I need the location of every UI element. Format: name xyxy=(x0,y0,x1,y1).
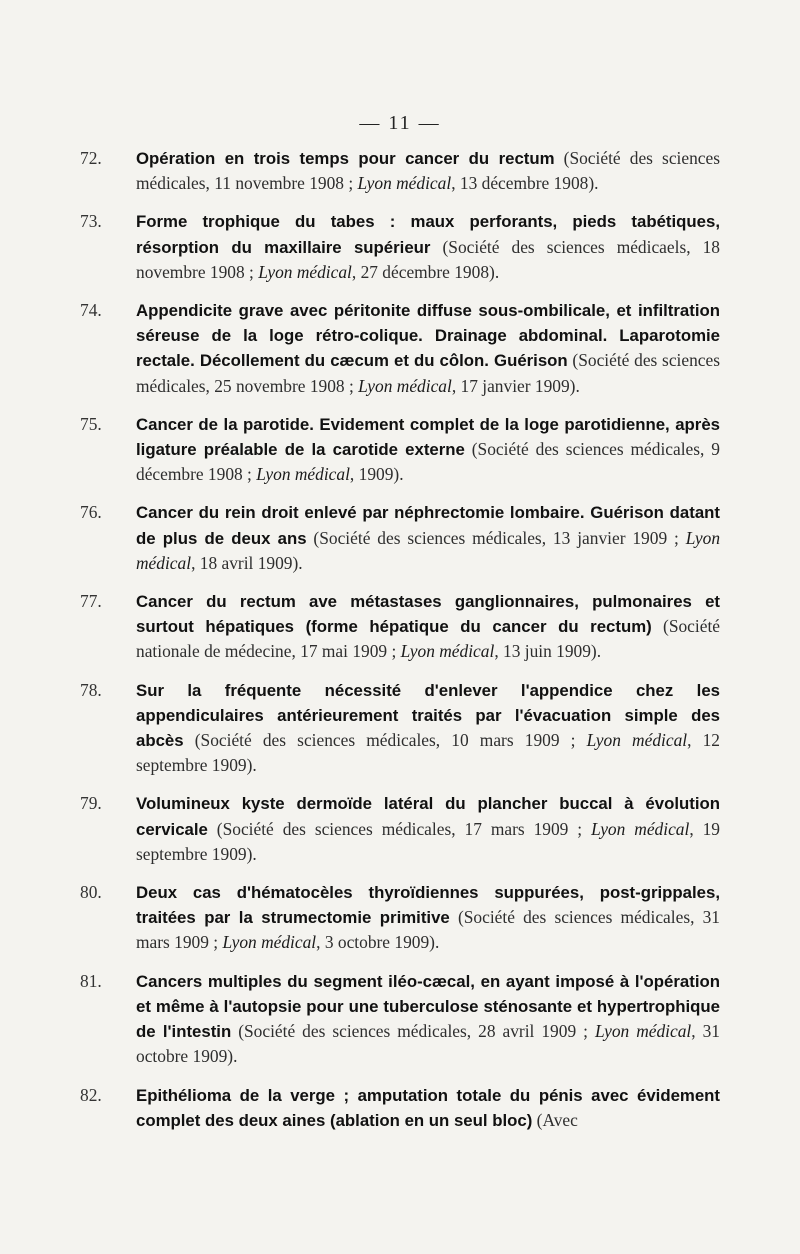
entry-76 xyxy=(80,500,720,576)
entry-number: 78. xyxy=(80,679,102,700)
journal-name: Lyon médical xyxy=(222,932,317,953)
page-number: — 11 — xyxy=(359,112,441,134)
entry-number: 82. xyxy=(80,1084,102,1105)
entry-source: (Société des sciences médicales, 9 décembre 1908 ; xyxy=(136,439,720,485)
journal-name: Lyon médical xyxy=(357,173,452,194)
entry-number: 81. xyxy=(80,970,102,991)
entry-number: 73. xyxy=(80,211,102,232)
entry-81 xyxy=(80,969,720,1070)
journal-name: Lyon médical xyxy=(591,818,690,839)
journal-name: Lyon médical xyxy=(586,730,688,751)
journal-name: Lyon médical xyxy=(400,641,495,662)
journal-name: Lyon médical xyxy=(594,1021,692,1042)
entry-72 xyxy=(80,146,720,196)
entry-date: , 19 septembre 1909). xyxy=(136,818,720,864)
entry-date: , 1909). xyxy=(349,464,404,485)
entry-80 xyxy=(80,880,720,956)
entry-source: (Société des sciences médicales, 17 mars 1909 ; xyxy=(207,818,592,839)
entry-source: (Société des sciences médicales, 11 novembre 1908 ; xyxy=(136,148,720,194)
entry-title: Opération en trois temps pour cancer du rectum xyxy=(136,149,555,168)
entry-73 xyxy=(80,209,720,285)
entry-number: 77. xyxy=(80,591,102,612)
entry-title: Cancers multiples du segment iléo-cæcal, en ayant imposé à l'opération et même à l'autopsie pour une tuberculose sténosante et hypertrophique de l'intestin xyxy=(136,971,720,1042)
entry-date: , 18 avril 1909). xyxy=(191,552,303,573)
entry-title: Forme trophique du tabes : maux perforants, pieds tabétiques, résorption du maxillaire supérieur xyxy=(136,212,720,257)
entry-74 xyxy=(80,298,720,399)
entry-source: (Société des sciences médicaels, 18 novembre 1908 ; xyxy=(136,236,720,282)
entry-source: (Société des sciences médicales, 13 janvier 1909 ; xyxy=(306,527,686,548)
entry-source: (Société nationale de médecine, 17 mai 1909 ; xyxy=(136,616,721,662)
entry-title: Cancer du rein droit enlevé par néphrectomie lombaire. Guérison datant de plus de deux ans xyxy=(136,503,720,548)
entry-title: Deux cas d'hématocèles thyroïdiennes suppurées, post-grippales, traitées par la strumectomie primitive xyxy=(136,883,720,928)
entry-title: Cancer de la parotide. Evidement complet de la loge parotidienne, après ligature préalable de la carotide externe xyxy=(136,414,720,460)
journal-name: Lyon médical xyxy=(358,375,452,396)
entry-number: 79. xyxy=(80,793,102,814)
entry-number: 75. xyxy=(80,413,102,434)
entry-78 xyxy=(80,678,720,779)
entry-title: Epithélioma de la verge ; amputation totale du pénis avec évidement complet des deux aines (ablation en un seul bloc) xyxy=(136,1085,720,1130)
entry-number: 76. xyxy=(80,502,102,523)
entry-title: Volumineux kyste dermoïde latéral du plancher buccal à évolution cervicale xyxy=(136,794,720,839)
entry-79 xyxy=(80,791,720,867)
bibliography-list xyxy=(80,146,720,1146)
entry-date: , 3 octobre 1909). xyxy=(316,932,440,953)
entry-source: (Société des sciences médicales, 31 mars 1909 ; xyxy=(136,907,721,953)
entry-title: Sur la fréquente nécessité d'enlever l'appendice chez les appendiculaires antérieurement traités par l'évacuation simple des abcès xyxy=(136,680,720,751)
entry-date: , 17 janvier 1909). xyxy=(451,375,580,396)
entry-77 xyxy=(80,589,720,665)
entry-date: , 27 décembre 1908). xyxy=(351,261,500,282)
entry-number: 74. xyxy=(80,300,102,321)
entry-number: 72. xyxy=(80,148,102,168)
journal-name: Lyon médical xyxy=(256,464,350,485)
entry-source: (Société des sciences médicales, 25 novembre 1908 ; xyxy=(136,350,720,396)
entry-title: Cancer du rectum ave métastases ganglionnaires, pulmonaires et surtout hépatiques (forme hépatique du cancer du rectum) xyxy=(136,592,720,637)
entry-82 xyxy=(80,1083,720,1133)
entry-date: , 31 octobre 1909). xyxy=(136,1021,720,1067)
entry-source: (Société des sciences médicales, 10 mars 1909 ; xyxy=(183,730,587,751)
journal-name: Lyon médical xyxy=(258,261,352,282)
entry-date: , 13 juin 1909). xyxy=(494,641,602,662)
entry-source: (Avec xyxy=(532,1109,578,1130)
entry-date: , 13 décembre 1908). xyxy=(451,173,599,194)
entry-75 xyxy=(80,412,720,488)
entry-date: , 12 septembre 1909). xyxy=(136,730,720,776)
entry-source: (Société des sciences médicales, 28 avril 1909 ; xyxy=(231,1021,595,1042)
journal-name: Lyon médical xyxy=(136,527,721,573)
entry-number: 80. xyxy=(80,882,102,903)
entry-title: Appendicite grave avec péritonite diffuse sous-ombilicale, et infiltration séreuse de la loge rétro-colique. Drainage abdominal. Laparotomie rectale. Décollement du cæcum et du côlon. Guérison xyxy=(136,301,720,371)
